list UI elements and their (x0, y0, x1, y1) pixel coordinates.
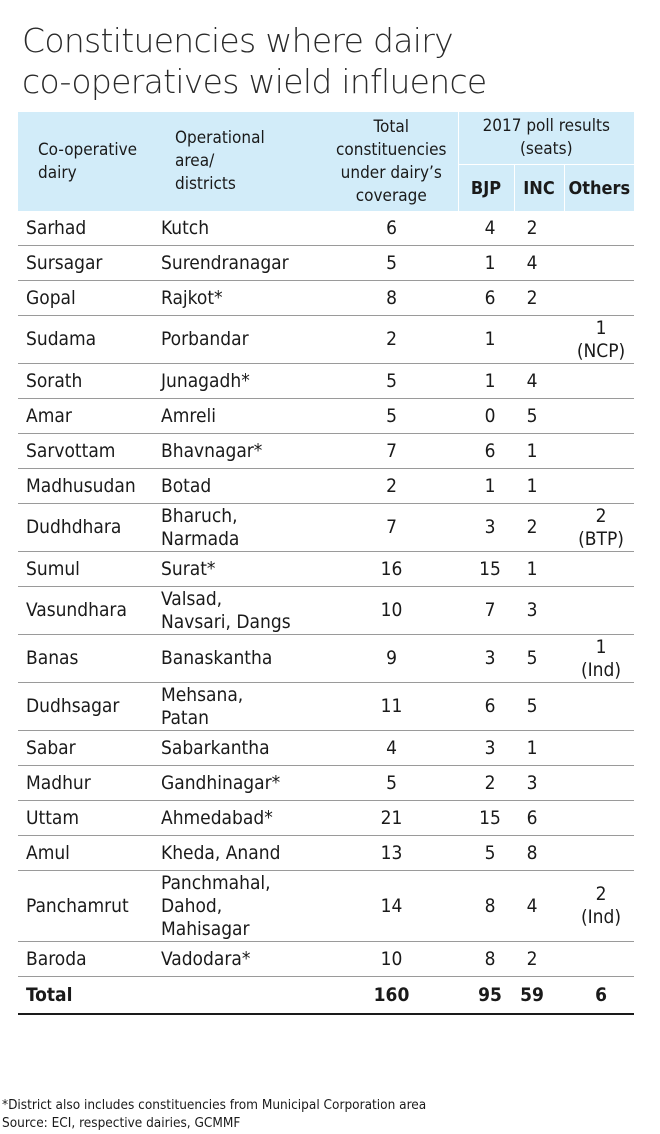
total-others: 6 (564, 977, 634, 1015)
cell-others (564, 766, 634, 801)
cell-others (564, 434, 634, 469)
cell-area: Kutch (153, 211, 325, 246)
table-row (18, 281, 634, 316)
cell-others (564, 469, 634, 504)
cell-total: 13 (325, 836, 458, 871)
cell-area: Gandhinagar* (153, 766, 325, 801)
cell-bjp: 8 (458, 871, 514, 942)
table-row (18, 211, 634, 246)
cell-bjp: 4 (458, 211, 514, 246)
cell-others: 2 (Ind) (564, 871, 634, 942)
cell-total: 10 (325, 587, 458, 635)
total-row (18, 977, 634, 1015)
cell-bjp: 15 (458, 552, 514, 587)
cell-area: Kheda, Anand (153, 836, 325, 871)
header-inc: INC (514, 165, 564, 212)
table-row (18, 552, 634, 587)
cell-others: 1 (NCP) (564, 316, 634, 364)
table-row (18, 731, 634, 766)
cell-inc: 3 (514, 766, 564, 801)
cell-others (564, 281, 634, 316)
cell-bjp: 7 (458, 587, 514, 635)
cell-total: 8 (325, 281, 458, 316)
cell-dairy: Baroda (18, 942, 153, 977)
cell-bjp: 1 (458, 364, 514, 399)
table-row (18, 316, 634, 364)
cell-others: 2 (BTP) (564, 504, 634, 552)
table-row (18, 246, 634, 281)
total-constituencies: 160 (325, 977, 458, 1015)
cell-others (564, 801, 634, 836)
source-line: Source: ECI, respective dairies, GCMMF (2, 1115, 241, 1131)
cell-total: 9 (325, 635, 458, 683)
total-inc: 59 (514, 977, 564, 1015)
cell-bjp: 1 (458, 469, 514, 504)
cell-inc: 5 (514, 683, 564, 731)
cell-area: Surendranagar (153, 246, 325, 281)
cell-dairy: Amul (18, 836, 153, 871)
cell-bjp: 15 (458, 801, 514, 836)
cell-dairy: Dudhdhara (18, 504, 153, 552)
cell-bjp: 8 (458, 942, 514, 977)
table-row (18, 587, 634, 635)
cell-dairy: Sorath (18, 364, 153, 399)
cell-area: Ahmedabad* (153, 801, 325, 836)
cell-dairy: Madhusudan (18, 469, 153, 504)
table-row (18, 399, 634, 434)
cell-bjp: 1 (458, 316, 514, 364)
table-row (18, 801, 634, 836)
header-total: Total constituencies under dairy’s coverage (325, 112, 458, 211)
table-row (18, 942, 634, 977)
cell-inc: 4 (514, 246, 564, 281)
cell-area: Bharuch, Narmada (153, 504, 325, 552)
cell-area: Amreli (153, 399, 325, 434)
dairy-constituency-table (18, 112, 634, 1015)
header-bjp: BJP (458, 165, 514, 212)
cell-bjp: 6 (458, 683, 514, 731)
page-title (0, 0, 660, 102)
cell-dairy: Uttam (18, 801, 153, 836)
table-row (18, 469, 634, 504)
cell-inc: 1 (514, 434, 564, 469)
cell-others (564, 211, 634, 246)
cell-inc: 1 (514, 731, 564, 766)
cell-others (564, 552, 634, 587)
cell-total: 14 (325, 871, 458, 942)
cell-dairy: Sursagar (18, 246, 153, 281)
cell-inc: 2 (514, 942, 564, 977)
cell-dairy: Sarhad (18, 211, 153, 246)
cell-inc: 4 (514, 364, 564, 399)
cell-total: 5 (325, 399, 458, 434)
cell-total: 10 (325, 942, 458, 977)
cell-dairy: Madhur (18, 766, 153, 801)
table-row (18, 635, 634, 683)
cell-area: Surat* (153, 552, 325, 587)
cell-total: 2 (325, 316, 458, 364)
cell-others: 1 (Ind) (564, 635, 634, 683)
cell-inc: 1 (514, 469, 564, 504)
cell-total: 11 (325, 683, 458, 731)
cell-total: 7 (325, 504, 458, 552)
table-row (18, 871, 634, 942)
cell-dairy: Sumul (18, 552, 153, 587)
cell-inc: 8 (514, 836, 564, 871)
cell-dairy: Sudama (18, 316, 153, 364)
cell-others (564, 587, 634, 635)
cell-others (564, 836, 634, 871)
cell-others (564, 683, 634, 731)
cell-bjp: 3 (458, 504, 514, 552)
cell-bjp: 0 (458, 399, 514, 434)
cell-dairy: Vasundhara (18, 587, 153, 635)
cell-area: Vadodara* (153, 942, 325, 977)
notes (2, 1096, 426, 1132)
cell-others (564, 399, 634, 434)
cell-dairy: Sabar (18, 731, 153, 766)
total-area-blank (153, 977, 325, 1015)
cell-total: 5 (325, 364, 458, 399)
cell-bjp: 1 (458, 246, 514, 281)
cell-bjp: 5 (458, 836, 514, 871)
cell-others (564, 731, 634, 766)
cell-inc: 5 (514, 635, 564, 683)
cell-dairy: Dudhsagar (18, 683, 153, 731)
cell-others (564, 246, 634, 281)
cell-inc: 1 (514, 552, 564, 587)
cell-bjp: 3 (458, 731, 514, 766)
cell-area: Junagadh* (153, 364, 325, 399)
cell-inc: 2 (514, 281, 564, 316)
cell-inc: 6 (514, 801, 564, 836)
cell-dairy: Amar (18, 399, 153, 434)
cell-dairy: Gopal (18, 281, 153, 316)
table-row (18, 364, 634, 399)
title-line-1: Constituencies where dairy (22, 21, 453, 60)
header-area: Operational area/ districts (153, 112, 325, 211)
cell-total: 5 (325, 766, 458, 801)
cell-total: 6 (325, 211, 458, 246)
cell-others (564, 364, 634, 399)
cell-inc: 2 (514, 504, 564, 552)
cell-total: 5 (325, 246, 458, 281)
cell-inc: 4 (514, 871, 564, 942)
cell-dairy: Sarvottam (18, 434, 153, 469)
table-row (18, 683, 634, 731)
cell-total: 21 (325, 801, 458, 836)
cell-area: Bhavnagar* (153, 434, 325, 469)
cell-area: Mehsana, Patan (153, 683, 325, 731)
cell-bjp: 6 (458, 281, 514, 316)
cell-dairy: Banas (18, 635, 153, 683)
cell-bjp: 2 (458, 766, 514, 801)
cell-area: Porbandar (153, 316, 325, 364)
title-line-2: co-operatives wield influence (22, 62, 487, 101)
cell-area: Valsad, Navsari, Dangs (153, 587, 325, 635)
cell-inc: 5 (514, 399, 564, 434)
cell-area: Sabarkantha (153, 731, 325, 766)
table-row (18, 434, 634, 469)
total-bjp: 95 (458, 977, 514, 1015)
cell-area: Rajkot* (153, 281, 325, 316)
cell-inc: 3 (514, 587, 564, 635)
cell-area: Botad (153, 469, 325, 504)
cell-bjp: 6 (458, 434, 514, 469)
cell-area: Banaskantha (153, 635, 325, 683)
cell-total: 7 (325, 434, 458, 469)
cell-total: 2 (325, 469, 458, 504)
cell-area: Panchmahal, Dahod, Mahisagar (153, 871, 325, 942)
header-poll-results: 2017 poll results (seats) (458, 112, 634, 165)
header-others: Others (564, 165, 634, 212)
cell-bjp: 3 (458, 635, 514, 683)
table-row (18, 504, 634, 552)
footnote: *District also includes constituencies from Municipal Corporation area (2, 1097, 427, 1113)
table-row (18, 766, 634, 801)
cell-inc (514, 316, 564, 364)
total-label: Total (18, 977, 153, 1015)
table-body (18, 211, 634, 1014)
table-header (18, 112, 634, 211)
cell-dairy: Panchamrut (18, 871, 153, 942)
cell-total: 16 (325, 552, 458, 587)
cell-others (564, 942, 634, 977)
header-dairy: Co-operative dairy (18, 112, 153, 211)
cell-inc: 2 (514, 211, 564, 246)
cell-total: 4 (325, 731, 458, 766)
table-row (18, 836, 634, 871)
